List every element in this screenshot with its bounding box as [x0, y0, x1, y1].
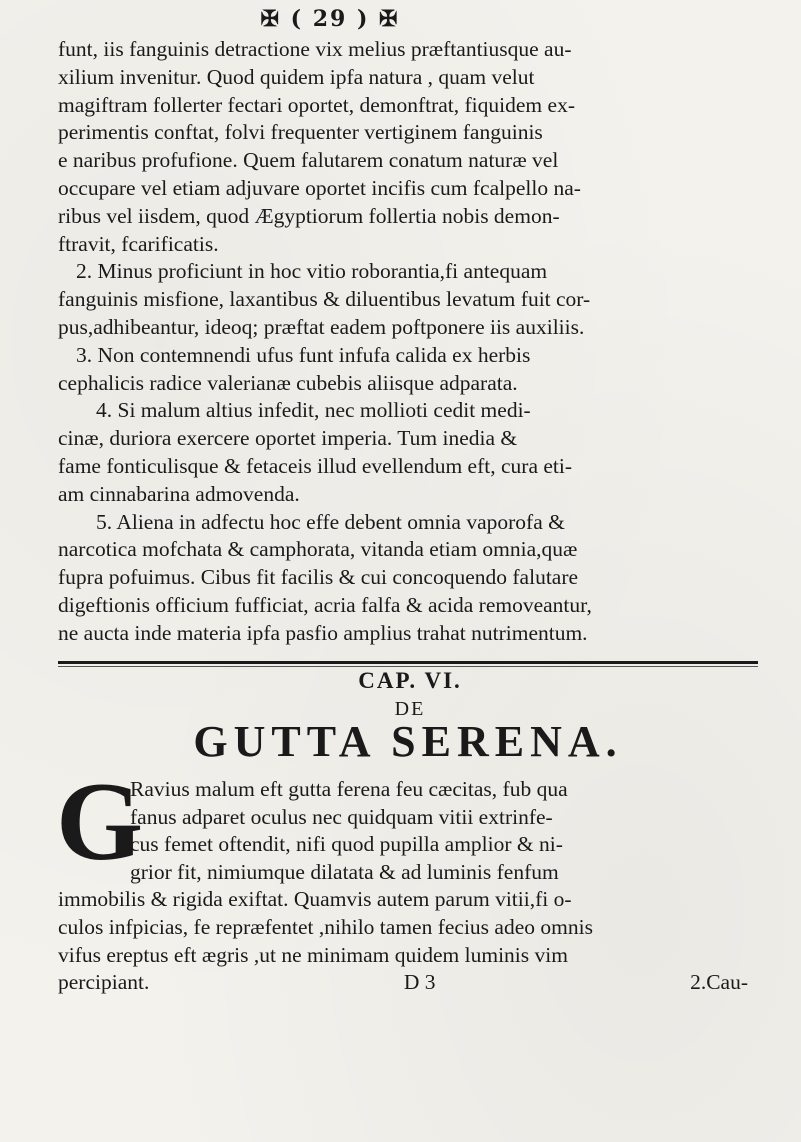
- text-line: cus femet oftendit, nifi quod pupilla amplior & ni-: [130, 832, 563, 857]
- page-header: ✠ ( 29 ) ✠: [260, 6, 400, 32]
- text-line: xilium invenitur. Quod quidem ipfa natura , quam velut: [58, 64, 535, 89]
- text-line: funt, iis fanguinis detractione vix melius præftantiusque au-: [58, 37, 572, 61]
- text-line: vifus ereptus eft ægris ,ut ne minimam quidem luminis vim: [58, 942, 568, 967]
- text-line: pus,adhibeantur, ideoq; præftat eadem poftponere iis auxiliis.: [58, 314, 585, 339]
- text-line: perimentis conftat, folvi frequenter vertiginem fanguinis: [58, 120, 543, 145]
- text-line: percipiant.: [58, 970, 150, 995]
- chapter-divider-thick: [58, 661, 758, 664]
- text-line: occupare vel etiam adjuvare oportet incifis cum fcalpello na-: [58, 175, 581, 200]
- signature-mark: D 3: [403, 970, 436, 995]
- text-line: cephalicis radice valerianæ cubebis aliisque adparata.: [58, 370, 518, 395]
- text-line: e naribus profufione. Quem falutarem conatum naturæ vel: [58, 148, 559, 173]
- main-text-block: [58, 36, 758, 648]
- chapter-de: DE: [394, 698, 426, 720]
- chapter-text-block: [58, 776, 758, 997]
- text-line: narcotica mofchata & camphorata, vitanda etiam omnia,quæ: [58, 537, 578, 562]
- text-line: fanus adparet oculus nec quidquam vitii extrinfe-: [130, 804, 553, 829]
- text-line: magiftram follerter fectari oportet, demonftrat, fiquidem ex-: [58, 92, 575, 117]
- chapter-divider-thin: [58, 666, 758, 667]
- numbered-paragraph-4: 4. Si malum altius infedit, nec mollioti cedit medi-: [96, 398, 531, 423]
- last-line-row: [58, 969, 758, 997]
- chapter-title: GUTTA SERENA.: [193, 717, 623, 766]
- text-line: grior fit, nimiumque dilatata & ad luminis fenfum: [130, 859, 559, 884]
- text-line: fanguinis misfione, laxantibus & diluentibus levatum fuit cor-: [58, 287, 591, 312]
- text-line: fame fonticulisque & fetaceis illud evellendum eft, cura eti-: [58, 453, 573, 478]
- numbered-paragraph-5: 5. Aliena in adfectu hoc effe debent omnia vaporofa &: [96, 509, 565, 534]
- text-line: fupra pofuimus. Cibus fit facilis & cui concoquendo falutare: [58, 565, 579, 590]
- text-line: ribus vel iisdem, quod Ægyptiorum follertia nobis demon-: [58, 203, 560, 228]
- text-line: digeftionis officium fufficiat, acria falfa & acida removeantur,: [58, 592, 592, 617]
- text-line: ftravit, fcarificatis.: [58, 231, 219, 256]
- text-line: ne aucta inde materia ipfa pasfio amplius trahat nutrimentum.: [58, 620, 588, 645]
- text-line: cinæ, duriora exercere oportet imperia. Tum inedia &: [58, 426, 518, 451]
- drop-capital: G: [56, 760, 144, 884]
- numbered-paragraph-2: 2. Minus proficiunt in hoc vitio roborantia,fi antequam: [76, 259, 548, 284]
- numbered-paragraph-3: 3. Non contemnendi ufus funt infufa calida ex herbis: [76, 342, 531, 367]
- text-line: am cinnabarina admovenda.: [58, 481, 300, 506]
- catchword: 2.Cau-: [690, 970, 748, 995]
- chapter-number: CAP. VI.: [358, 668, 462, 693]
- text-line: immobilis & rigida exiftat. Quamvis autem parum vitii,fi o-: [58, 887, 572, 912]
- text-line: culos infpicias, fe repræfentet ,nihilo tamen fecius adeo omnis: [58, 914, 593, 939]
- text-line: Ravius malum eft gutta ferena feu cæcitas, fub qua: [130, 777, 568, 801]
